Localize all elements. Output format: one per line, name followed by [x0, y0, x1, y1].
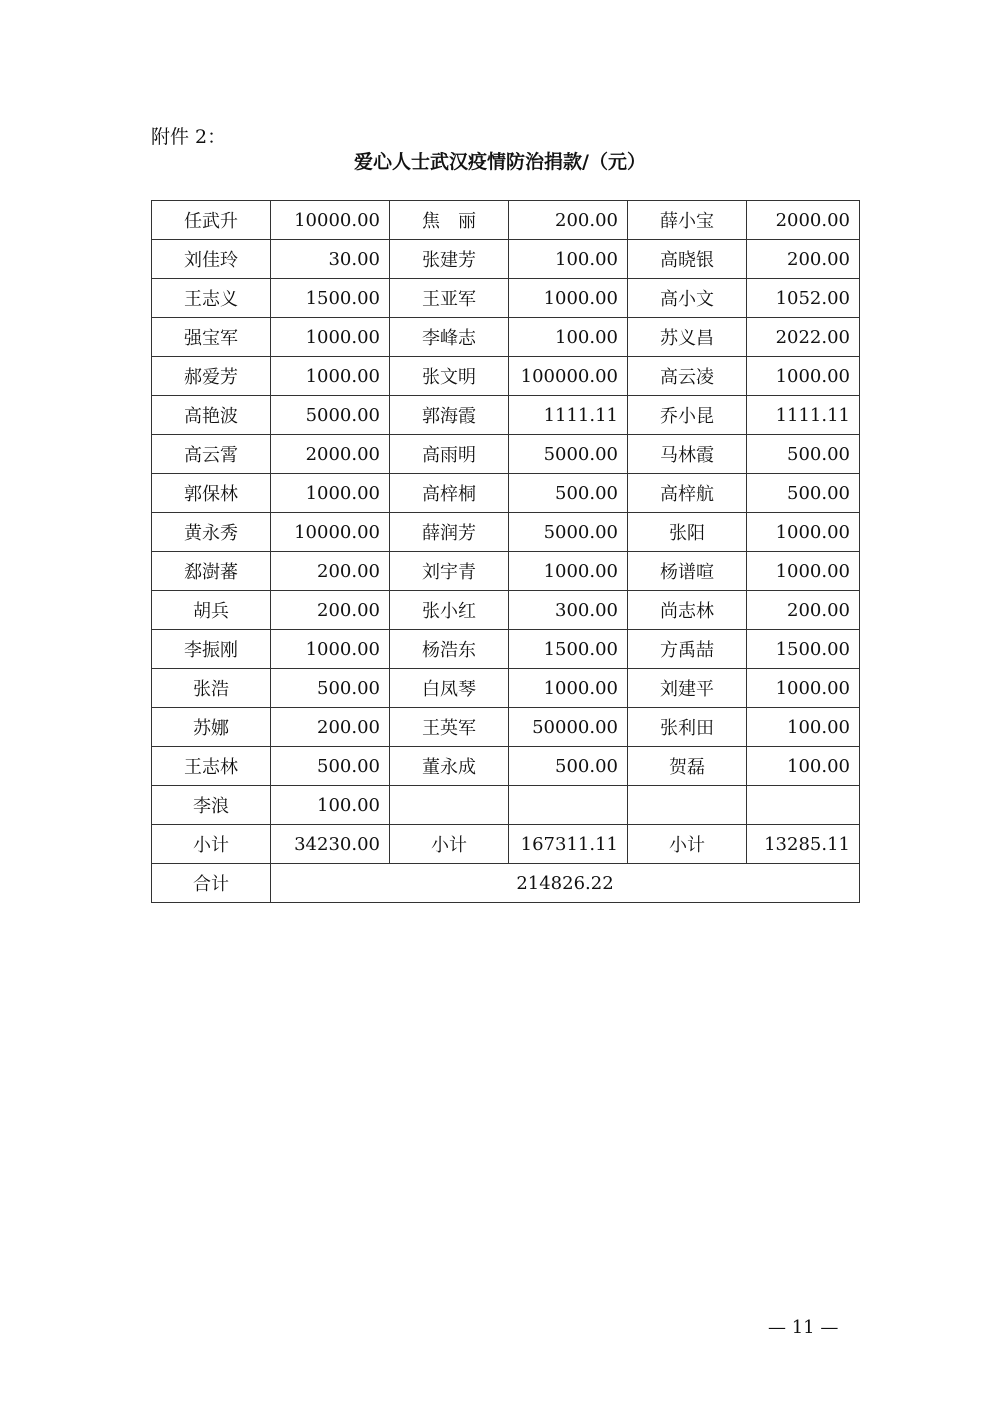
donor-name: 乔小昆: [628, 396, 747, 435]
table-row: [152, 591, 860, 630]
donor-name: 王志林: [152, 747, 271, 786]
table-row: [152, 513, 860, 552]
donation-amount: 1052.00: [747, 279, 860, 318]
donation-amount: 1000.00: [747, 513, 860, 552]
donor-name: 刘佳玲: [152, 240, 271, 279]
donation-amount: 200.00: [747, 240, 860, 279]
table-row: [152, 708, 860, 747]
donor-name: 张建芳: [390, 240, 509, 279]
donor-name: [390, 786, 509, 825]
donor-name: 高小文: [628, 279, 747, 318]
donation-amount: 100.00: [747, 747, 860, 786]
donor-name: 王亚军: [390, 279, 509, 318]
donation-amount: 500.00: [747, 435, 860, 474]
donation-amount: 50000.00: [509, 708, 628, 747]
donor-name: 张利田: [628, 708, 747, 747]
donor-name: 苏娜: [152, 708, 271, 747]
donor-name: 高云凌: [628, 357, 747, 396]
table-row: [152, 786, 860, 825]
donation-amount: 2022.00: [747, 318, 860, 357]
donor-name: 董永成: [390, 747, 509, 786]
attachment-label: 附件 2：: [151, 126, 227, 148]
donor-name: 李峰志: [390, 318, 509, 357]
donation-amount: 100.00: [509, 240, 628, 279]
donation-amount: 1000.00: [509, 669, 628, 708]
donation-amount: 200.00: [271, 591, 390, 630]
donor-name: 李振刚: [152, 630, 271, 669]
donation-amount: [509, 786, 628, 825]
donor-name: 薛小宝: [628, 201, 747, 240]
donation-amount: 2000.00: [747, 201, 860, 240]
subtotal-amount: 34230.00: [271, 825, 390, 864]
subtotal-row: [152, 825, 860, 864]
donor-name: 郄澍蕃: [152, 552, 271, 591]
donor-name: 王英军: [390, 708, 509, 747]
donation-amount: 30.00: [271, 240, 390, 279]
donation-amount: 2000.00: [271, 435, 390, 474]
donor-name: [628, 786, 747, 825]
table-row: [152, 318, 860, 357]
donor-name: 刘建平: [628, 669, 747, 708]
donor-name: 高晓银: [628, 240, 747, 279]
donor-name: 王志义: [152, 279, 271, 318]
donation-amount: 1500.00: [747, 630, 860, 669]
table-row: [152, 279, 860, 318]
donation-table: [151, 200, 860, 903]
donation-amount: 10000.00: [271, 513, 390, 552]
donation-amount: 1500.00: [271, 279, 390, 318]
donor-name: 郝爱芳: [152, 357, 271, 396]
subtotal-label: 小计: [628, 825, 747, 864]
donation-amount: 100.00: [747, 708, 860, 747]
donor-name: 郭海霞: [390, 396, 509, 435]
donor-name: 马林霞: [628, 435, 747, 474]
donation-amount: 1500.00: [509, 630, 628, 669]
total-amount: 214826.22: [271, 864, 860, 903]
donation-amount: 500.00: [509, 747, 628, 786]
donation-amount: 1111.11: [747, 396, 860, 435]
donation-amount: 500.00: [271, 669, 390, 708]
donor-name: 刘宇青: [390, 552, 509, 591]
total-row: [152, 864, 860, 903]
donation-amount: 500.00: [509, 474, 628, 513]
donor-name: 黄永秀: [152, 513, 271, 552]
donation-amount: 100.00: [509, 318, 628, 357]
donor-name: 贺磊: [628, 747, 747, 786]
donation-amount: 1000.00: [747, 669, 860, 708]
donation-amount: 1000.00: [271, 630, 390, 669]
table-row: [152, 240, 860, 279]
table-row: [152, 357, 860, 396]
subtotal-label: 小计: [152, 825, 271, 864]
donor-name: 李浪: [152, 786, 271, 825]
donor-name: 杨谱喧: [628, 552, 747, 591]
table-row: [152, 747, 860, 786]
donor-name: 胡兵: [152, 591, 271, 630]
donation-amount: 1000.00: [747, 357, 860, 396]
donation-amount: 200.00: [747, 591, 860, 630]
donor-name: 高梓桐: [390, 474, 509, 513]
donation-amount: 1000.00: [271, 357, 390, 396]
donor-name: 白凤琴: [390, 669, 509, 708]
donation-amount: 1000.00: [509, 279, 628, 318]
table-row: [152, 435, 860, 474]
donor-name: 张小红: [390, 591, 509, 630]
donor-name: 焦 丽: [390, 201, 509, 240]
donation-amount: 500.00: [271, 747, 390, 786]
total-label: 合计: [152, 864, 271, 903]
donation-amount: 5000.00: [509, 513, 628, 552]
donation-amount: 500.00: [747, 474, 860, 513]
donation-amount: 100.00: [271, 786, 390, 825]
donation-amount: 200.00: [271, 708, 390, 747]
donor-name: 强宝军: [152, 318, 271, 357]
donor-name: 张浩: [152, 669, 271, 708]
donation-amount: 5000.00: [271, 396, 390, 435]
subtotal-amount: 13285.11: [747, 825, 860, 864]
donation-amount: 1000.00: [271, 318, 390, 357]
donor-name: 高艳波: [152, 396, 271, 435]
table-row: [152, 630, 860, 669]
donation-amount: 1000.00: [747, 552, 860, 591]
donation-amount: 100000.00: [509, 357, 628, 396]
table-row: [152, 474, 860, 513]
donor-name: 郭保林: [152, 474, 271, 513]
donation-amount: 300.00: [509, 591, 628, 630]
donor-name: 杨浩东: [390, 630, 509, 669]
donation-amount: 10000.00: [271, 201, 390, 240]
donor-name: 张文明: [390, 357, 509, 396]
donor-name: 张阳: [628, 513, 747, 552]
donor-name: 薛润芳: [390, 513, 509, 552]
donor-name: 方禹喆: [628, 630, 747, 669]
donation-amount: 1000.00: [509, 552, 628, 591]
donor-name: 高云霄: [152, 435, 271, 474]
donation-amount: 1111.11: [509, 396, 628, 435]
donor-name: 高梓航: [628, 474, 747, 513]
subtotal-amount: 167311.11: [509, 825, 628, 864]
donation-amount: 1000.00: [271, 474, 390, 513]
donor-name: 高雨明: [390, 435, 509, 474]
donation-amount: [747, 786, 860, 825]
table-row: [152, 669, 860, 708]
table-row: [152, 396, 860, 435]
donation-amount: 200.00: [271, 552, 390, 591]
donation-amount: 200.00: [509, 201, 628, 240]
donor-name: 尚志林: [628, 591, 747, 630]
table-row: [152, 552, 860, 591]
donation-amount: 5000.00: [509, 435, 628, 474]
table-row: [152, 201, 860, 240]
donor-name: 任武升: [152, 201, 271, 240]
subtotal-label: 小计: [390, 825, 509, 864]
donor-name: 苏义昌: [628, 318, 747, 357]
page-number: — 11 —: [768, 1317, 839, 1338]
document-title: 爱心人士武汉疫情防治捐款/（元）: [354, 151, 646, 173]
